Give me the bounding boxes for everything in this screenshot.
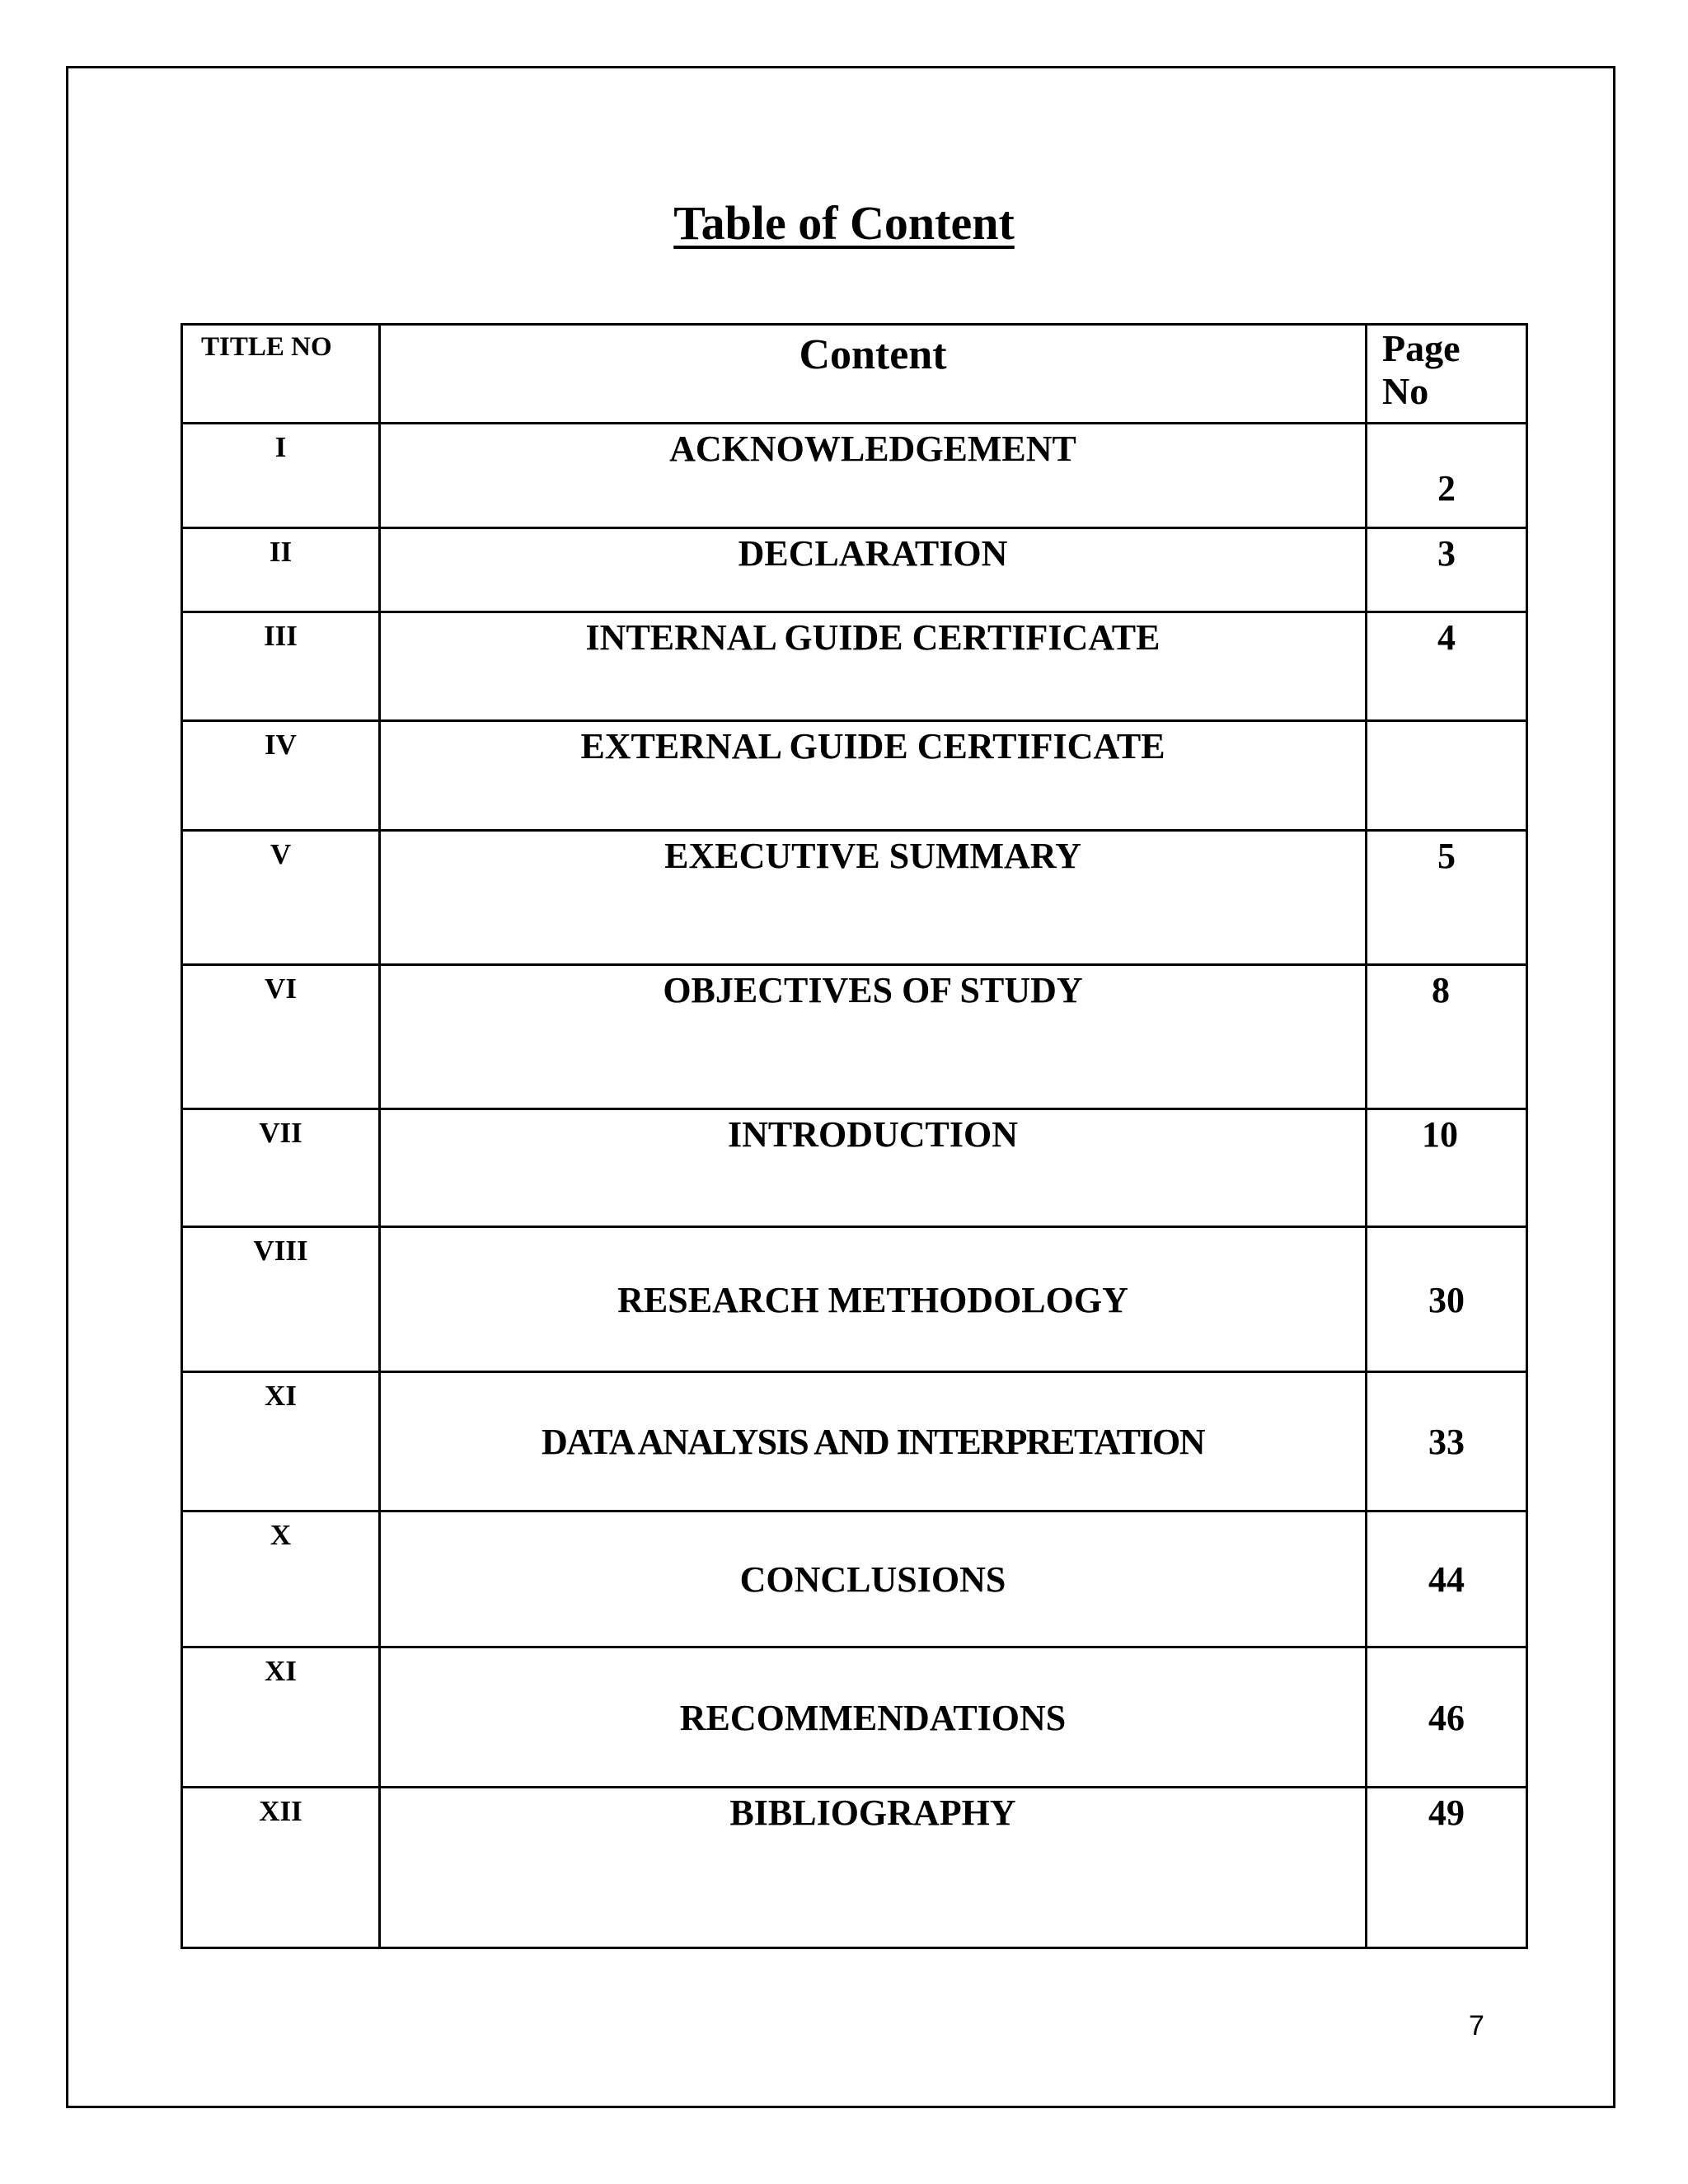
- table-row: [182, 831, 1527, 965]
- row-page-no: 33: [1367, 1372, 1527, 1511]
- row-page-no: 49: [1367, 1788, 1527, 1948]
- header-page-no: Page No: [1367, 325, 1527, 424]
- row-page-no: 4: [1367, 612, 1527, 721]
- row-page-no: 5: [1367, 831, 1527, 965]
- row-content: CONCLUSIONS: [380, 1511, 1367, 1647]
- page-number: 7: [1469, 2010, 1484, 2041]
- row-title-no: XII: [182, 1788, 380, 1948]
- row-content: INTERNAL GUIDE CERTIFICATE: [380, 612, 1367, 721]
- row-title-no: XI: [182, 1372, 380, 1511]
- table-header-row: [182, 325, 1527, 424]
- row-page-no: 8: [1367, 965, 1527, 1109]
- table-row: [182, 1109, 1527, 1227]
- row-page-no: 3: [1367, 528, 1527, 612]
- header-title-no: TITLE NO: [182, 325, 380, 424]
- row-content: BIBLIOGRAPHY: [380, 1788, 1367, 1948]
- row-content: DATA ANALYSIS AND INTERPRETATION: [380, 1372, 1367, 1511]
- row-content: INTRODUCTION: [380, 1109, 1367, 1227]
- table-row: [182, 721, 1527, 831]
- table-row: [182, 1372, 1527, 1511]
- row-content: EXTERNAL GUIDE CERTIFICATE: [380, 721, 1367, 831]
- row-page-no: 44: [1367, 1511, 1527, 1647]
- table-row: [182, 1647, 1527, 1788]
- row-title-no: IV: [182, 721, 380, 831]
- table-row: [182, 612, 1527, 721]
- row-content: RECOMMENDATIONS: [380, 1647, 1367, 1788]
- table-row: [182, 1511, 1527, 1647]
- row-content: RESEARCH METHODOLOGY: [380, 1227, 1367, 1372]
- row-title-no: V: [182, 831, 380, 965]
- table-row: [182, 424, 1527, 528]
- table-row: [182, 1788, 1527, 1948]
- table-row: [182, 1227, 1527, 1372]
- row-content: ACKNOWLEDGEMENT: [380, 424, 1367, 528]
- row-content: EXECUTIVE SUMMARY: [380, 831, 1367, 965]
- table-of-contents: [181, 323, 1528, 1949]
- row-title-no: VIII: [182, 1227, 380, 1372]
- row-content: OBJECTIVES OF STUDY: [380, 965, 1367, 1109]
- table-row: [182, 965, 1527, 1109]
- row-title-no: II: [182, 528, 380, 612]
- header-content: Content: [380, 325, 1367, 424]
- row-page-no: 2: [1367, 424, 1527, 528]
- row-page-no: 10: [1367, 1109, 1527, 1227]
- row-title-no: I: [182, 424, 380, 528]
- row-title-no: III: [182, 612, 380, 721]
- row-page-no: [1367, 721, 1527, 831]
- row-title-no: X: [182, 1511, 380, 1647]
- row-page-no: 46: [1367, 1647, 1527, 1788]
- row-content: DECLARATION: [380, 528, 1367, 612]
- row-page-no: 30: [1367, 1227, 1527, 1372]
- row-title-no: XI: [182, 1647, 380, 1788]
- row-title-no: VII: [182, 1109, 380, 1227]
- row-title-no: VI: [182, 965, 380, 1109]
- table-row: [182, 528, 1527, 612]
- page-title: Table of Content: [673, 196, 1015, 250]
